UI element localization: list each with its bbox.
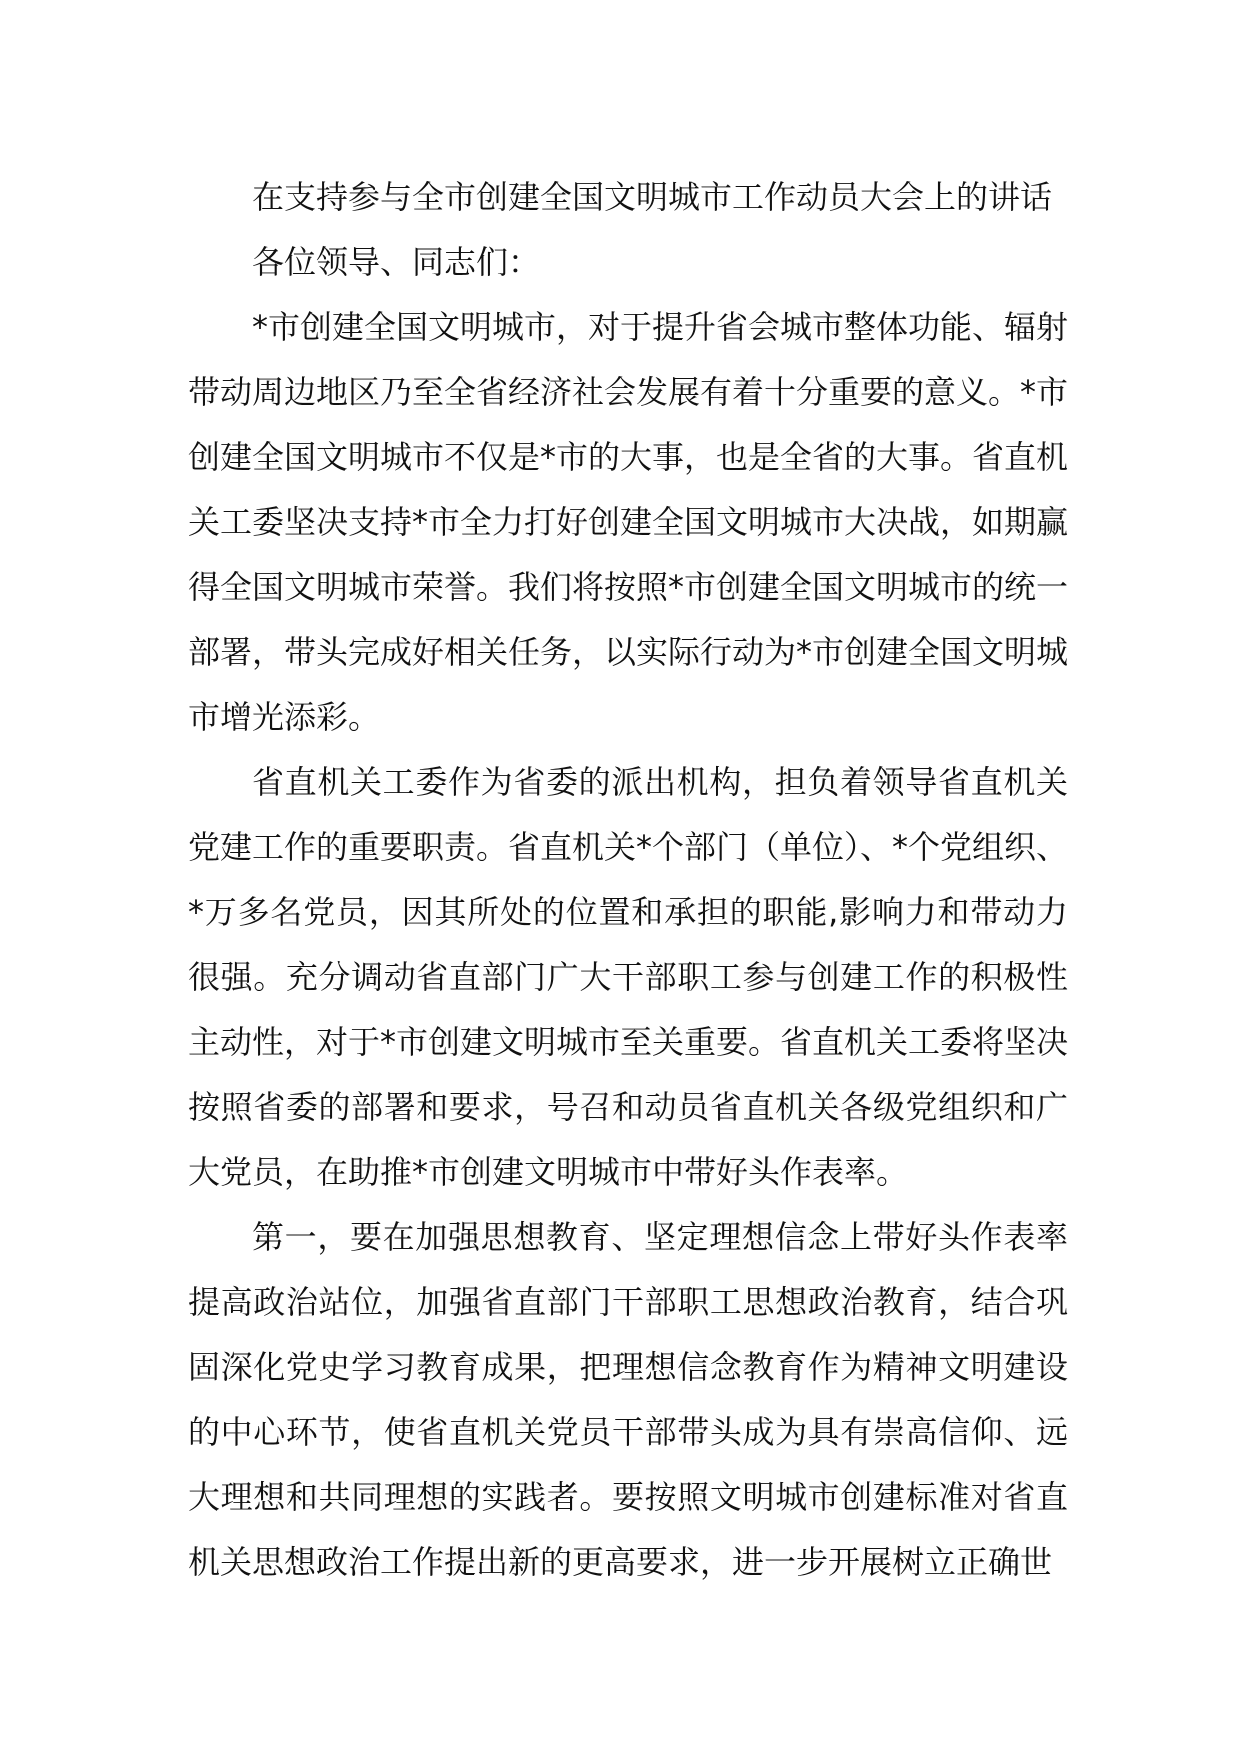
- document-title: 在支持参与全市创建全国文明城市工作动员大会上的讲话: [252, 178, 1053, 216]
- salutation: 各位领导、同志们：: [252, 243, 541, 281]
- document-body: [188, 165, 1068, 1595]
- paragraph-3: 第一，要在加强思想教育、坚定理想信念上带好头作表率提高政治站位，加强省直部门干部职工思想政治教育，结合巩固深化党史学习教育成果，把理想信念教育作为精神文明建设的中心环节，使省直机关党员干部带头成为具有崇高信仰、远大理想和共同理想的实践者。要按照文明城市创建标准对省直机关思想政治工作提出新的更高要求，进一步开展树立正确世: [188, 1218, 1068, 1581]
- paragraph-2: 省直机关工委作为省委的派出机构，担负着领导省直机关党建工作的重要职责。省直机关*个部门（单位）、*个党组织、*万多名党员，因其所处的位置和承担的职能,影响力和带动力很强。充分调动省直部门广大干部职工参与创建工作的积极性主动性，对于*市创建文明城市至关重要。省直机关工委将坚决按照省委的部署和要求，号召和动员省直机关各级党组织和广大党员，在助推*市创建文明城市中带好头作表率。: [188, 763, 1069, 1191]
- paragraph-1: *市创建全国文明城市，对于提升省会城市整体功能、辐射带动周边地区乃至全省经济社会发展有着十分重要的意义。*市创建全国文明城市不仅是*市的大事，也是全省的大事。省直机关工委坚决支持*市全力打好创建全国文明城市大决战，如期赢得全国文明城市荣誉。我们将按照*市创建全国文明城市的统一部署，带头完成好相关任务，以实际行动为*市创建全国文明城市增光添彩。: [188, 308, 1069, 736]
